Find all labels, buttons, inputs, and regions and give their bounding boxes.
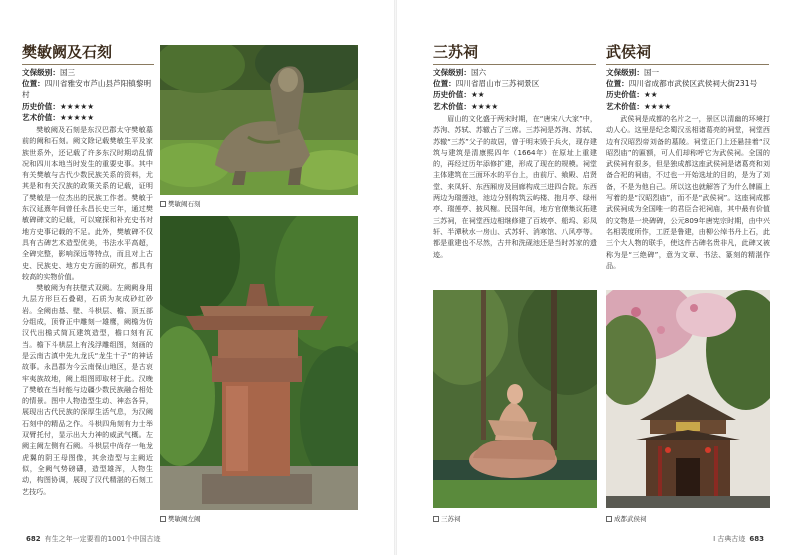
meta-art-value: 艺术价值：★★★★ bbox=[606, 101, 672, 111]
photo-wuhou-temple bbox=[606, 290, 770, 508]
left-title: 樊敏阙及石刻 bbox=[22, 43, 113, 61]
left-page-number: 682 bbox=[26, 535, 41, 543]
meta-art-value: 艺术价值：★★★★★ bbox=[22, 112, 95, 122]
left-body-text bbox=[22, 124, 153, 524]
col2-body-text bbox=[606, 113, 770, 285]
right-page-number: 683 bbox=[749, 535, 764, 543]
photo-stone-beast bbox=[160, 45, 358, 195]
col1-meta bbox=[433, 67, 599, 112]
caption-marker-icon bbox=[160, 516, 166, 522]
caption-marker-icon bbox=[160, 201, 166, 207]
left-paragraph: 樊敏阙为有扶壁式双阙。左阙阙身用九层方形巨石叠砌，石质为灰成砂红砂岩。全阙由基、壁、斗栱层、檐、顶五部分组成，顶脊正中雕刻一雄鹰，阙檐为仿汉代出檐式简瓦建筑造型，檐口刻有瓦当。檐下斗栱层上有浅浮雕组图，刻画的是云南古滇中先九龙氏“龙生十子”的神话故事。永昌郡为今云南保山地区，是古哀牢夷族故地，阙上组图即取材于此。汉晚了樊敏在当时能与边疆少数民族融合相处的情景。图中人物造型生动、神态各异，展现出古代民族的深厚生活气息，为汉阙石刻中的精品之作。斗栱四角刻有力士举双臂托付，显示出大力神的威武气概。左阙主阙左侧有石阙。斗栱层中尚存一龟龙虎翼的阴王母图像，其余造型与主阙近似，全阙气势磅礴，造型雄浑，人物生动，构图协调，展现了汉代精湛的石刻工艺技巧。 bbox=[22, 283, 153, 496]
meta-location: 位置：四川省雅安市芦山县芦阳镇黎明村 bbox=[22, 79, 152, 100]
meta-history-value: 历史价值：★★ bbox=[433, 90, 485, 100]
meta-level: 文保级别：国一 bbox=[606, 68, 660, 77]
col1-title: 三苏祠 bbox=[433, 43, 479, 61]
meta-location: 位置：四川省成都市武侯区武侯祠大街231号 bbox=[606, 79, 758, 89]
col1-title-rule bbox=[433, 64, 596, 65]
left-paragraph: 樊敏阙及石刻是东汉巴郡太守樊敏墓前的阙和石刻。阙文除记载樊敏生平及家族世系外，还记载了许多东汉时期动乱情况和四川本地当时发生的重要史事。其中有关樊敏与古代少数民族关系的资料，尤其是和有关汉族的政策关系的记载，证明了樊敏是一位杰出的民族工作者。樊敏于东汉延熹年间曾任永昌长史三年，通过樊敏碑碑文的记载，可以窥探和补充史书对地方史事记载的不足。此外，樊敏碑不仅具有古碑艺术造型优美，书法水平高超，全碑完整，影响深远等特点，而且对上古史、民族史、地方史方面的研究，都具有较高的实物价值。 bbox=[22, 125, 153, 281]
col2-meta bbox=[606, 67, 772, 112]
photo-left-que bbox=[160, 216, 358, 510]
caption-left-que: 樊敏阙左阙 bbox=[160, 514, 201, 523]
left-footer bbox=[22, 534, 160, 544]
col2-paragraph: 武侯祠是成都的名片之一，景区以清幽的环境打动人心。这里是纪念蜀汉丞相诸葛亮的祠堂，祠堂西边有汉昭烈帝刘备的墓陵。祠堂正门上还悬挂着“汉昭烈庙”的匾额，可人们却称呼它为武侯祠。全国的武侯祠有很多，但是独成都这座武侯祠是诸葛亮和刘备合祀的祠庙，不过也一开始选址的目的，是为了刘备，不是为他自己。所以这也就解答了为什么牌匾上写着的是“汉昭烈庙”，而不是“武侯祠”。这座祠成都武侯祠成为全国唯一的君臣合祀祠庙，其中最有价值的文物是一块碑碑，公元809年唐宪宗时期，由中兴名相裴度所作，工匠是鲁建，由柳公绰书丹上石，此三个大人物的联手，使这件古碑名贵非凡，此碑又被称为是“三绝碑”，意为文章、书法、篆刻的精湛作品。 bbox=[606, 114, 770, 270]
caption-wuhou: 成都武侯祠 bbox=[606, 514, 647, 523]
col1-paragraph: 眉山的文化盛于两宋时期，在“唐宋八大家”中，苏洵、苏轼、苏辙占了三席。三苏祠是苏洵、苏轼、苏辙“三苏”父子的故居，曾于明末毁于兵火，现存建筑与建筑是清康熙四年（1664年）在原址上重建的，再经过历年添修扩建，形成了现在的规模。祠堂主体建筑在三面环水的平台上，由前厅、飨殿、启贤堂、来凤轩、东西厢房及回廊构成三进四合院。东西两边为瑞莲池，池边分别构筑云屿楼、抱月亭、绿州亭、瑞莲亭、披风榭。民国年间，地方官僚集议拓建三苏祠，在祠堂西边相继修建了百坡亭、船坞、彩凤轩、半潭秋水一房山、式苏轩、消寒馆、八风亭等。都是重建也不尽然，古井和洗砚池还是当时苏家的遗迹。 bbox=[433, 114, 597, 259]
meta-location: 位置：四川省眉山市三苏祠景区 bbox=[433, 79, 540, 89]
left-book-title: 有生之年一定要看的1001个中国古迹 bbox=[44, 535, 161, 543]
left-title-rule bbox=[22, 64, 154, 65]
meta-level: 文保级别：国六 bbox=[433, 68, 487, 77]
col2-title-rule bbox=[606, 64, 769, 65]
left-meta bbox=[22, 67, 157, 123]
right-footer bbox=[713, 534, 768, 544]
photo-sansu-statue bbox=[433, 290, 597, 508]
caption-marker-icon bbox=[433, 516, 439, 522]
right-section-name: Ⅰ 古典古迹 bbox=[713, 535, 746, 543]
caption-sansu: 三苏祠 bbox=[433, 514, 461, 523]
meta-art-value: 艺术价值：★★★★ bbox=[433, 101, 499, 111]
meta-level: 文保级别：国三 bbox=[22, 68, 76, 77]
page-gutter bbox=[394, 0, 397, 555]
col2-title: 武侯祠 bbox=[606, 43, 652, 61]
meta-history-value: 历史价值：★★★★★ bbox=[22, 101, 95, 111]
caption-stone-beast: 樊敏阙石刻 bbox=[160, 199, 201, 208]
caption-marker-icon bbox=[606, 516, 612, 522]
col1-body-text bbox=[433, 113, 597, 285]
meta-history-value: 历史价值：★★ bbox=[606, 90, 658, 100]
